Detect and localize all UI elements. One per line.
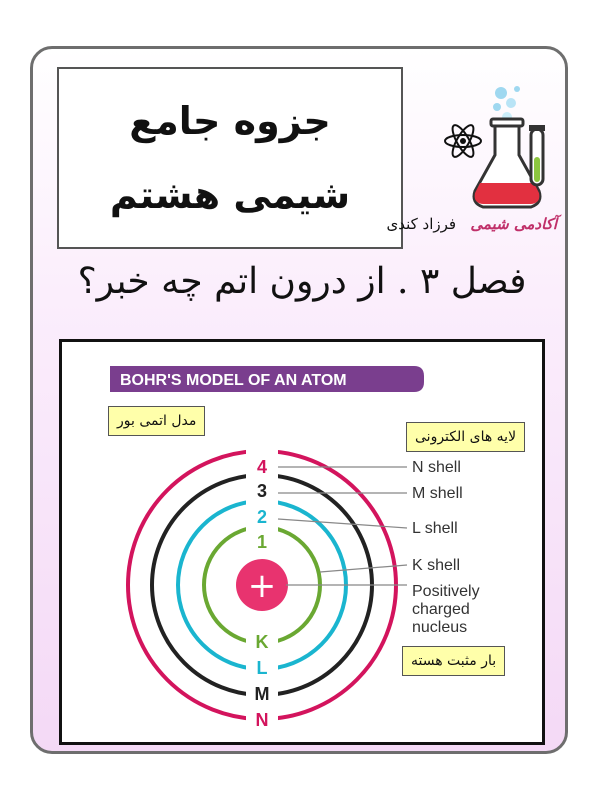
shell-m-letter: M <box>254 684 270 704</box>
shell-k-letter: K <box>255 632 269 652</box>
tag-electron-shells: لایه های الکترونی <box>406 422 525 452</box>
nucleus-symbol: + <box>247 566 277 606</box>
test-tube-icon <box>529 125 545 185</box>
bohr-diagram <box>59 339 545 745</box>
l-shell-label: L shell <box>412 520 458 537</box>
banner-text: BOHR'S MODEL OF AN ATOM <box>120 372 347 389</box>
chapter-heading: فصل ۳ . از درون اتم چه خبر؟ <box>77 261 527 302</box>
page-card <box>30 46 568 754</box>
shell-1-number: 1 <box>256 532 268 552</box>
shell-n-letter: N <box>255 710 269 730</box>
m-shell-label: M shell <box>412 485 463 502</box>
author-name: فرزاد کندی <box>386 215 457 233</box>
atom-icon <box>445 122 481 159</box>
nucleus-label-3: nucleus <box>412 619 468 636</box>
shell-4-number: 4 <box>256 457 268 477</box>
title-line-1: جزوه جامع <box>129 99 331 143</box>
bohr-model-svg <box>62 342 542 742</box>
nucleus-label-2: charged <box>412 601 470 618</box>
nucleus-label-1: Positively <box>412 583 480 600</box>
logo-text <box>386 215 557 233</box>
shell-l-letter: L <box>256 658 268 678</box>
shell-2-number: 2 <box>256 507 268 527</box>
tag-nucleus-charge: بار مثبت هسته <box>402 646 505 676</box>
brand-name: آکادمی شیمی <box>470 215 557 233</box>
tag-bohr-model: مدل اتمی بور <box>108 406 205 436</box>
shell-3-number: 3 <box>256 481 268 501</box>
title-line-2: شیمی هشتم <box>109 173 351 217</box>
n-shell-label: N shell <box>412 459 461 476</box>
title-box <box>57 67 403 249</box>
k-shell-label: K shell <box>412 557 461 574</box>
